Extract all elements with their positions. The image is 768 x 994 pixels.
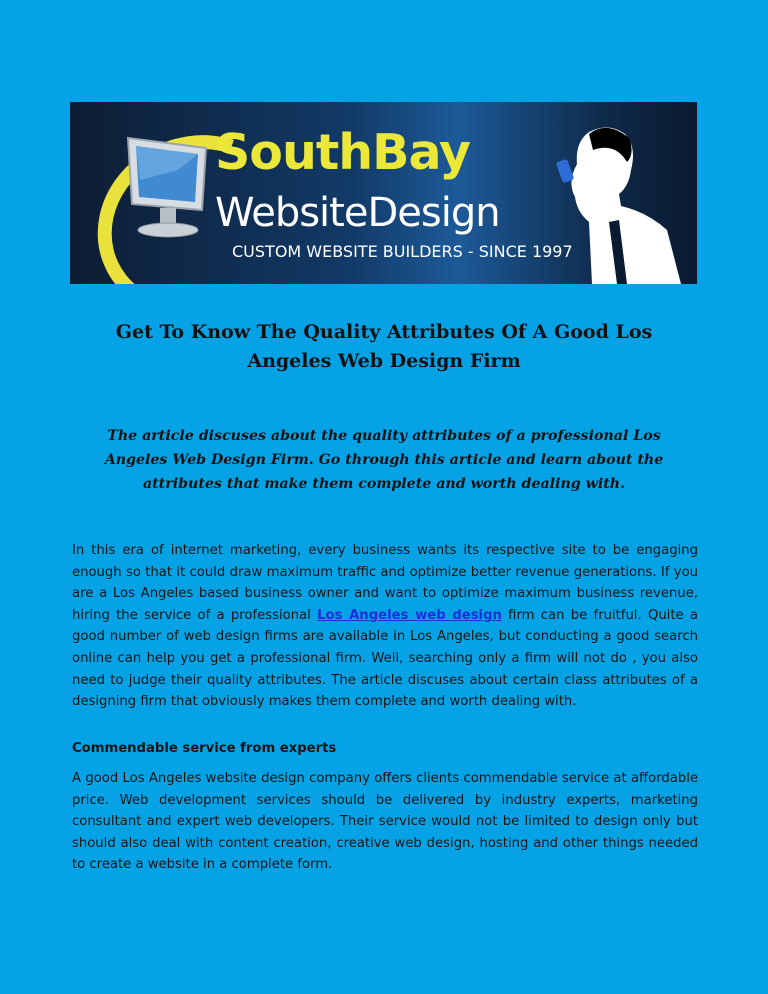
computer-monitor-icon bbox=[118, 130, 220, 240]
southbay-banner bbox=[70, 102, 697, 284]
brand-websitedesign: WebsiteDesign bbox=[215, 190, 500, 236]
section-subheading: Commendable service from experts bbox=[72, 741, 337, 756]
brand-tagline: CUSTOM WEBSITE BUILDERS - SINCE 1997 bbox=[232, 242, 573, 261]
los-angeles-web-design-link[interactable]: Los Angeles web design bbox=[317, 607, 502, 623]
paragraph-2-text: A good Los Angeles website design company offers clients commendable service at affordable price. Web development services should be delivered by industry experts, marketing consultant and expert web developers. Their service would not be limited to design only but should also deal with content creation, creative web design, hosting and other things needed to create a website in a complete form. bbox=[72, 771, 698, 873]
article-title: Get To Know The Quality Attributes Of A Good Los Angeles Web Design Firm bbox=[115, 321, 653, 372]
brand-southbay: SouthBay bbox=[215, 124, 470, 181]
article-summary: The article discuses about the quality attributes of a professional Los Angeles Web Design Firm. Go through this article and learn about the attributes that make them complete and worth dealing with. bbox=[104, 428, 664, 492]
paragraph-1-text-end: firm can be fruitful. Quite a good number of web design firms are available in Los Angeles, but conducting a good search online can help you get a professional firm. Well, searching only a firm will not do , you also need to judge their quality attributes. The article discuses about certain class attributes of a designing firm that obviously makes them complete and worth dealing with. bbox=[72, 607, 698, 710]
article-paragraph-1 bbox=[72, 540, 698, 713]
article-paragraph-2 bbox=[72, 768, 698, 876]
paragraph-1-text-start: In this era of internet marketing, every business wants its respective site to be engaging enough so that it could draw maximum traffic and optimize better revenue generations. If you are a Los Angeles based business owner and want to optimize maximum business revenue, hiring the service of a professional bbox=[72, 543, 698, 623]
businesswoman-silhouette-icon bbox=[497, 102, 697, 284]
